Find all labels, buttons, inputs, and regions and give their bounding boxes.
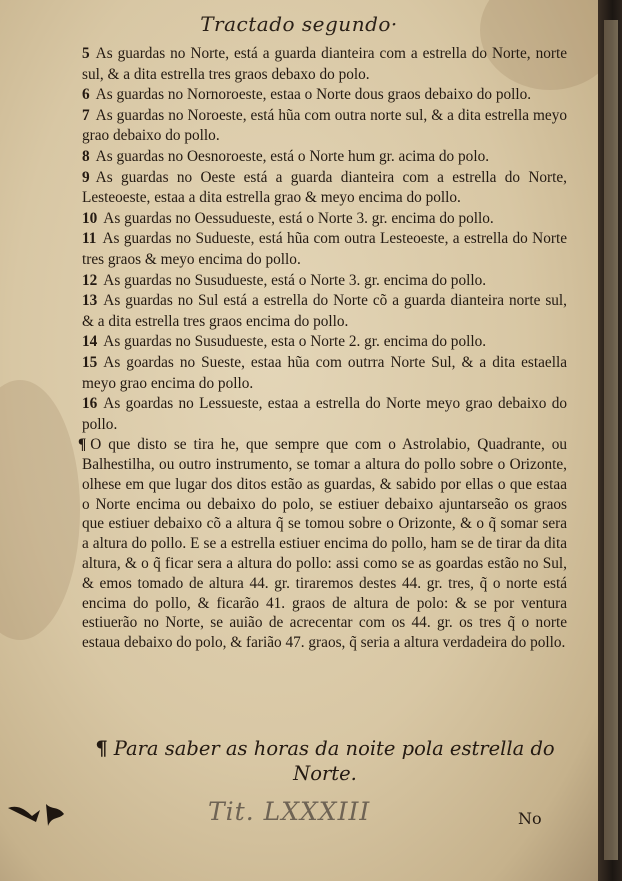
rule-entry — [82, 168, 567, 209]
entry-text: As guardas no Nornoroeste, estaa o Norte dous graos debaixo do pollo. — [95, 86, 532, 104]
signature-mark: Tit. LXXXIII — [208, 797, 371, 826]
note-text: O que disto se tira he, que sempre que com o Astrolabio, Quadrante, ou Balhestilha, ou outro instrumento, se tomar a altura do pollo sobre o Orizonte, olhese em que lugar dos ditos estão as guardas, & sabido por ellas o que estaa o Norte encima ou debaixo do polo, se estiuer debaixo ajuntarseão os graos que estiuer debaixo cõ a altura q̃ se tomou sobre o Orizonte, & o q̃ somar sera a altura do pollo. E se a estrella estiuer encima do pollo, ham se de tirar da dita altura, & o q̃ ficar sera a altura do pollo: assi como se as goardas estão no Sul, & emos tomado de altura 44. gr. tiraremos destes 44. gr. tres, q̃ o norte está encima do pollo, & ficarão 41. graos de altura de polo: & se por ventura estiuerão no Norte, se auião de acrecentar com os 44. gr. os tres q̃ o norte estaua debaixo do polo, & farião 47. graos, q̃ seria a altura verdadeira do pollo. — [82, 436, 567, 652]
rule-entry — [82, 353, 567, 394]
rule-list — [82, 44, 567, 435]
entry-number: 8 — [82, 147, 90, 165]
entry-text: As guardas no Oesnoroeste, está o Norte hum gr. acima do polo. — [95, 147, 490, 165]
entry-text: As guardas no Sul está a estrella do Norte cõ a guarda dianteira norte sul, & a dita estrella tres graos encima do pollo. — [82, 292, 567, 330]
entry-text: As guardas no Susudueste, esta o Norte 2. gr. encima do pollo. — [103, 333, 487, 351]
entry-text: As guardas no Susudueste, está o Norte 3. gr. encima do pollo. — [103, 271, 487, 289]
catchword: No — [518, 809, 542, 828]
entry-number: 7 — [82, 106, 90, 124]
entry-text: As guardas no Sudueste, está hũa com outra Lesteoeste, a estrella do Norte tres graos & meyo encima do pollo. — [82, 230, 567, 268]
entry-number: 6 — [82, 86, 90, 104]
entry-text: As goardas no Sueste, estaa hũa com outrra Norte Sul, & a dita estaella meyo grao encima do pollo. — [82, 353, 567, 392]
page-body — [78, 44, 567, 653]
entry-number: 5 — [82, 45, 90, 62]
rule-entry — [82, 229, 567, 270]
rule-entry — [82, 85, 567, 106]
entry-number: 13 — [82, 292, 98, 310]
entry-number: 14 — [82, 333, 98, 351]
rule-entry — [82, 271, 567, 292]
entry-number: 9 — [82, 168, 90, 186]
rule-entry — [82, 44, 567, 85]
rule-entry — [82, 332, 567, 353]
running-head: Tractado segundo· — [200, 12, 398, 36]
entry-number: 16 — [82, 395, 98, 413]
paper-stain — [0, 380, 80, 640]
entry-number: 12 — [82, 271, 98, 289]
entry-text: As guardas no Oessudueste, está o Norte 3. gr. encima do pollo. — [103, 209, 494, 227]
pilcrow-icon: ¶ — [78, 436, 87, 454]
heading-text: Para saber as horas da noite pola estrella do Norte. — [113, 737, 555, 785]
entry-text: As guardas no Norte, está a guarda dianteira com a estrella do Norte, norte sul, & a dita estrella tres graos debaxo do polo. — [82, 45, 567, 83]
rule-entry — [82, 147, 567, 168]
rule-entry — [82, 209, 567, 230]
rule-entry — [82, 106, 567, 147]
ink-mark-icon — [6, 796, 78, 836]
rule-entry — [82, 291, 567, 332]
book-gutter — [598, 0, 622, 881]
explanatory-note — [78, 435, 567, 653]
entry-number: 10 — [82, 209, 98, 227]
section-heading — [90, 736, 560, 786]
rule-entry — [82, 394, 567, 435]
entry-text: As goardas no Lessueste, estaa a estrella do Norte meyo grao debaixo do pollo. — [82, 395, 567, 433]
entry-number: 15 — [82, 353, 98, 371]
entry-text: As guardas no Oeste está a guarda dianteira com a estrella do Norte, Lesteoeste, estaa a dita estrella grao & meyo encima do pollo. — [82, 168, 567, 207]
pilcrow-icon: ¶ — [95, 737, 108, 760]
entry-text: As guardas no Noroeste, está hũa com outra norte sul, & a dita estrella meyo grao debaixo do pollo. — [82, 106, 567, 145]
entry-number: 11 — [82, 230, 97, 248]
facing-page-edge — [604, 20, 618, 860]
